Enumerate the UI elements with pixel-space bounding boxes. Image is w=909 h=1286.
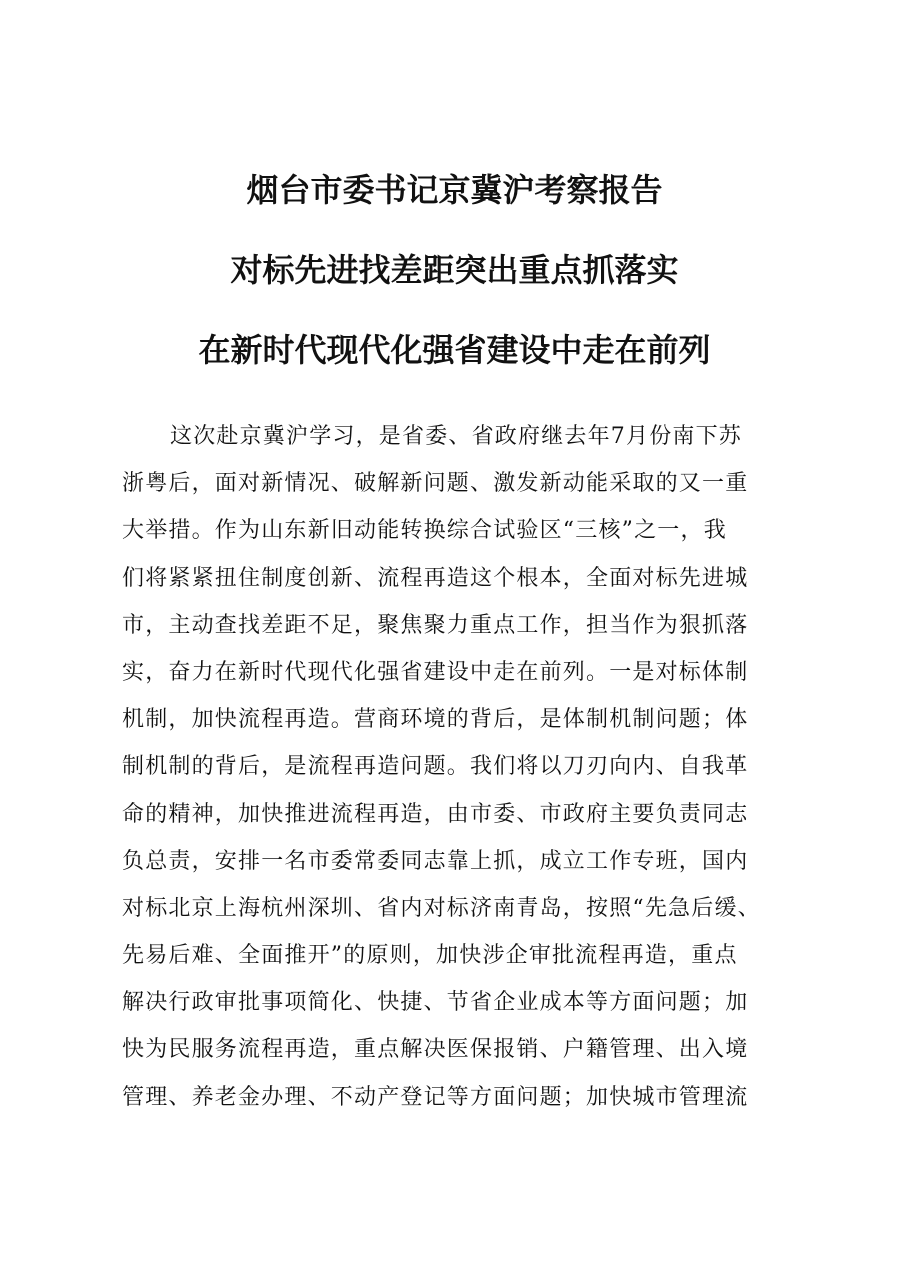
body-line: 解决行政审批事项简化、快捷、节省企业成本等方面问题；加: [122, 990, 749, 1016]
body-paragraph: [122, 413, 802, 1121]
body-line: 大举措。作为山东新旧动能转换综合试验区“三核”之一，我: [122, 518, 727, 544]
body-line: 快为民服务流程再造，重点解决医保报销、户籍管理、出入境: [122, 1037, 749, 1063]
body-line: 管理、养老金办理、不动产登记等方面问题；加快城市管理流: [122, 1084, 749, 1110]
body-line: 浙粤后，面对新情况、破解新问题、激发新动能采取的又一重: [122, 471, 749, 497]
body-line: 实，奋力在新时代现代化强省建设中走在前列。一是对标体制: [122, 659, 749, 685]
body-line: 命的精神，加快推进流程再造，由市委、市政府主要负责同志: [122, 801, 749, 827]
body-line: 先易后难、全面推开”的原则，加快涉企审批流程再造，重点: [122, 943, 738, 969]
body-line: 们将紧紧扭住制度创新、流程再造这个根本，全面对标先进城: [122, 565, 749, 591]
body-line: 市，主动查找差距不足，聚焦聚力重点工作，担当作为狠抓落: [122, 612, 749, 638]
main-title: 烟台市委书记京冀沪考察报告: [246, 171, 663, 209]
body-line: 这次赴京冀沪学习，是省委、省政府继去年7月份南下苏: [170, 424, 742, 449]
body-line: 机制，加快流程再造。营商环境的背后，是体制机制问题；体: [122, 707, 749, 733]
subtitle-1: 对标先进找差距突出重点抓落实: [230, 251, 679, 289]
body-line: 对标北京上海杭州深圳、省内对标济南青岛，按照“先急后缓、: [122, 895, 761, 921]
body-line: 负总责，安排一名市委常委同志靠上抓，成立工作专班，国内: [122, 848, 749, 874]
body-line: 制机制的背后，是流程再造问题。我们将以刀刃向内、自我革: [122, 754, 749, 780]
title-block: [0, 150, 909, 390]
subtitle-2: 在新时代现代化强省建设中走在前列: [198, 331, 711, 369]
